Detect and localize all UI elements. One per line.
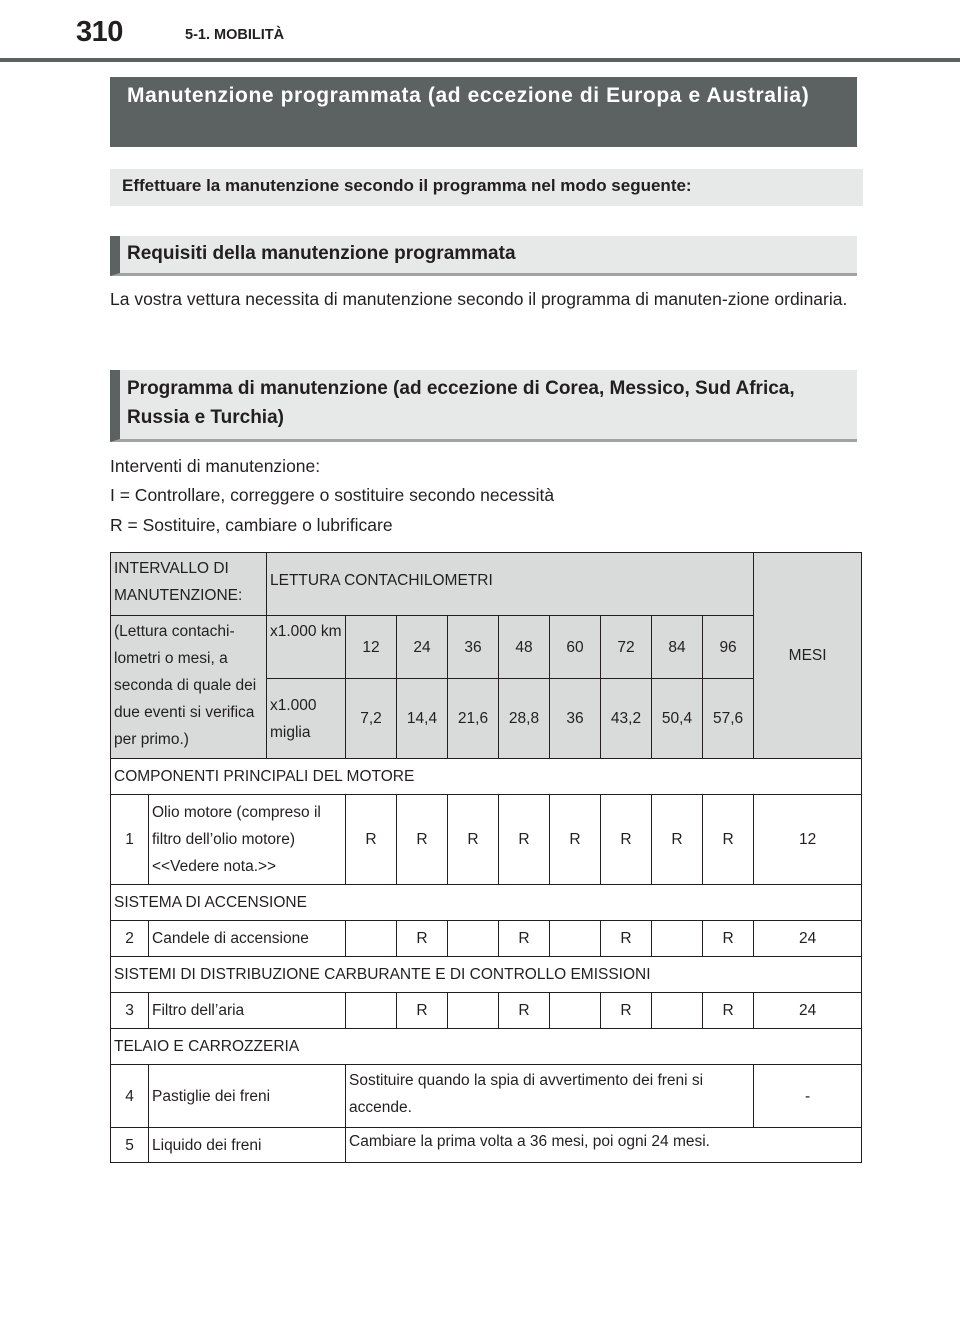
legend-r: R = Sostituire, cambiare o lubrificare — [110, 515, 393, 535]
row-cell: R — [499, 795, 550, 885]
row-cell — [550, 993, 601, 1029]
main-heading: Manutenzione programmata (ad eccezione di Europa e Australia) — [110, 77, 857, 147]
km-label: x1.000 km — [267, 616, 346, 679]
intro-box: Effettuare la manutenzione secondo il programma nel modo seguente: — [110, 169, 863, 206]
row-cell — [652, 921, 703, 957]
row-cell: R — [550, 795, 601, 885]
row-cell: R — [499, 993, 550, 1029]
row-cell: R — [601, 795, 652, 885]
row-cell: R — [397, 921, 448, 957]
row-cell — [448, 993, 499, 1029]
legend-i: I = Controllare, correggere o sostituire secondo necessità — [110, 485, 555, 505]
mi-value: 36 — [550, 679, 601, 759]
row-number: 4 — [111, 1065, 149, 1128]
header-rule — [0, 58, 960, 62]
row-cell: R — [601, 921, 652, 957]
mi-value: 7,2 — [346, 679, 397, 759]
months-label: MESI — [754, 553, 862, 759]
row-cell — [346, 921, 397, 957]
paragraph-requirements: La vostra vettura necessita di manutenzione secondo il programma di manuten-zione ordinaria. — [110, 289, 848, 309]
km-value: 96 — [703, 616, 754, 679]
km-value: 24 — [397, 616, 448, 679]
row-cell: R — [703, 993, 754, 1029]
km-value: 36 — [448, 616, 499, 679]
row-note: Sostituire quando la spia di avvertimento dei freni si accende. — [346, 1065, 754, 1128]
km-value: 12 — [346, 616, 397, 679]
row-cell — [346, 993, 397, 1029]
section-chassis: TELAIO E CARROZZERIA — [111, 1029, 862, 1065]
row-note: Cambiare la prima volta a 36 mesi, poi ogni 24 mesi. — [346, 1128, 862, 1163]
row-item: Pastiglie dei freni — [149, 1065, 346, 1128]
maintenance-table — [110, 552, 862, 1163]
row-number: 1 — [111, 795, 149, 885]
row-number: 5 — [111, 1128, 149, 1163]
km-value: 60 — [550, 616, 601, 679]
page-number: 310 — [76, 16, 123, 48]
km-value: 72 — [601, 616, 652, 679]
interval-note: (Lettura contachi-lometri o mesi, a seconda di quale dei due eventi si verifica per primo.) — [111, 616, 267, 759]
km-value: 84 — [652, 616, 703, 679]
section-title: 5-1. MOBILITÀ — [185, 27, 285, 43]
row-cell: R — [499, 921, 550, 957]
section-ignition: SISTEMA DI ACCENSIONE — [111, 885, 862, 921]
row-item: Olio motore (compreso il filtro dell’olio motore) <<Vedere nota.>> — [149, 795, 346, 885]
mi-value: 14,4 — [397, 679, 448, 759]
row-item: Liquido dei freni — [149, 1128, 346, 1163]
row-cell: R — [703, 921, 754, 957]
row-cell: R — [346, 795, 397, 885]
km-value: 48 — [499, 616, 550, 679]
mi-value: 28,8 — [499, 679, 550, 759]
mi-value: 21,6 — [448, 679, 499, 759]
odometer-label: LETTURA CONTACHILOMETRI — [270, 572, 493, 589]
interval-label-cell — [111, 553, 267, 616]
row-cell: R — [397, 795, 448, 885]
row-months: 24 — [754, 993, 862, 1029]
section-fuel: SISTEMI DI DISTRIBUZIONE CARBURANTE E DI CONTROLLO EMISSIONI — [111, 957, 862, 993]
row-cell — [550, 921, 601, 957]
row-cell: R — [397, 993, 448, 1029]
subheading-requirements: Requisiti della manutenzione programmata — [110, 236, 857, 276]
row-cell: R — [703, 795, 754, 885]
row-item: Candele di accensione — [149, 921, 346, 957]
mi-value: 50,4 — [652, 679, 703, 759]
row-number: 2 — [111, 921, 149, 957]
row-months: - — [754, 1065, 862, 1128]
row-months: 12 — [754, 795, 862, 885]
section-engine: COMPONENTI PRINCIPALI DEL MOTORE — [111, 759, 862, 795]
row-cell: R — [601, 993, 652, 1029]
row-cell: R — [652, 795, 703, 885]
row-item: Filtro dell’aria — [149, 993, 346, 1029]
row-number: 3 — [111, 993, 149, 1029]
mi-value: 43,2 — [601, 679, 652, 759]
mi-value: 57,6 — [703, 679, 754, 759]
odometer-label-cell — [267, 553, 754, 616]
legend-title: Interventi di manutenzione: — [110, 456, 321, 476]
row-cell — [652, 993, 703, 1029]
row-cell: R — [448, 795, 499, 885]
interval-label: INTERVALLO DI MANUTENZIONE: — [114, 560, 243, 604]
row-months: 24 — [754, 921, 862, 957]
subheading-schedule: Programma di manutenzione (ad eccezione di Corea, Messico, Sud Africa, Russia e Turchia) — [110, 370, 857, 442]
mi-label: x1.000 miglia — [267, 679, 346, 759]
row-cell — [448, 921, 499, 957]
